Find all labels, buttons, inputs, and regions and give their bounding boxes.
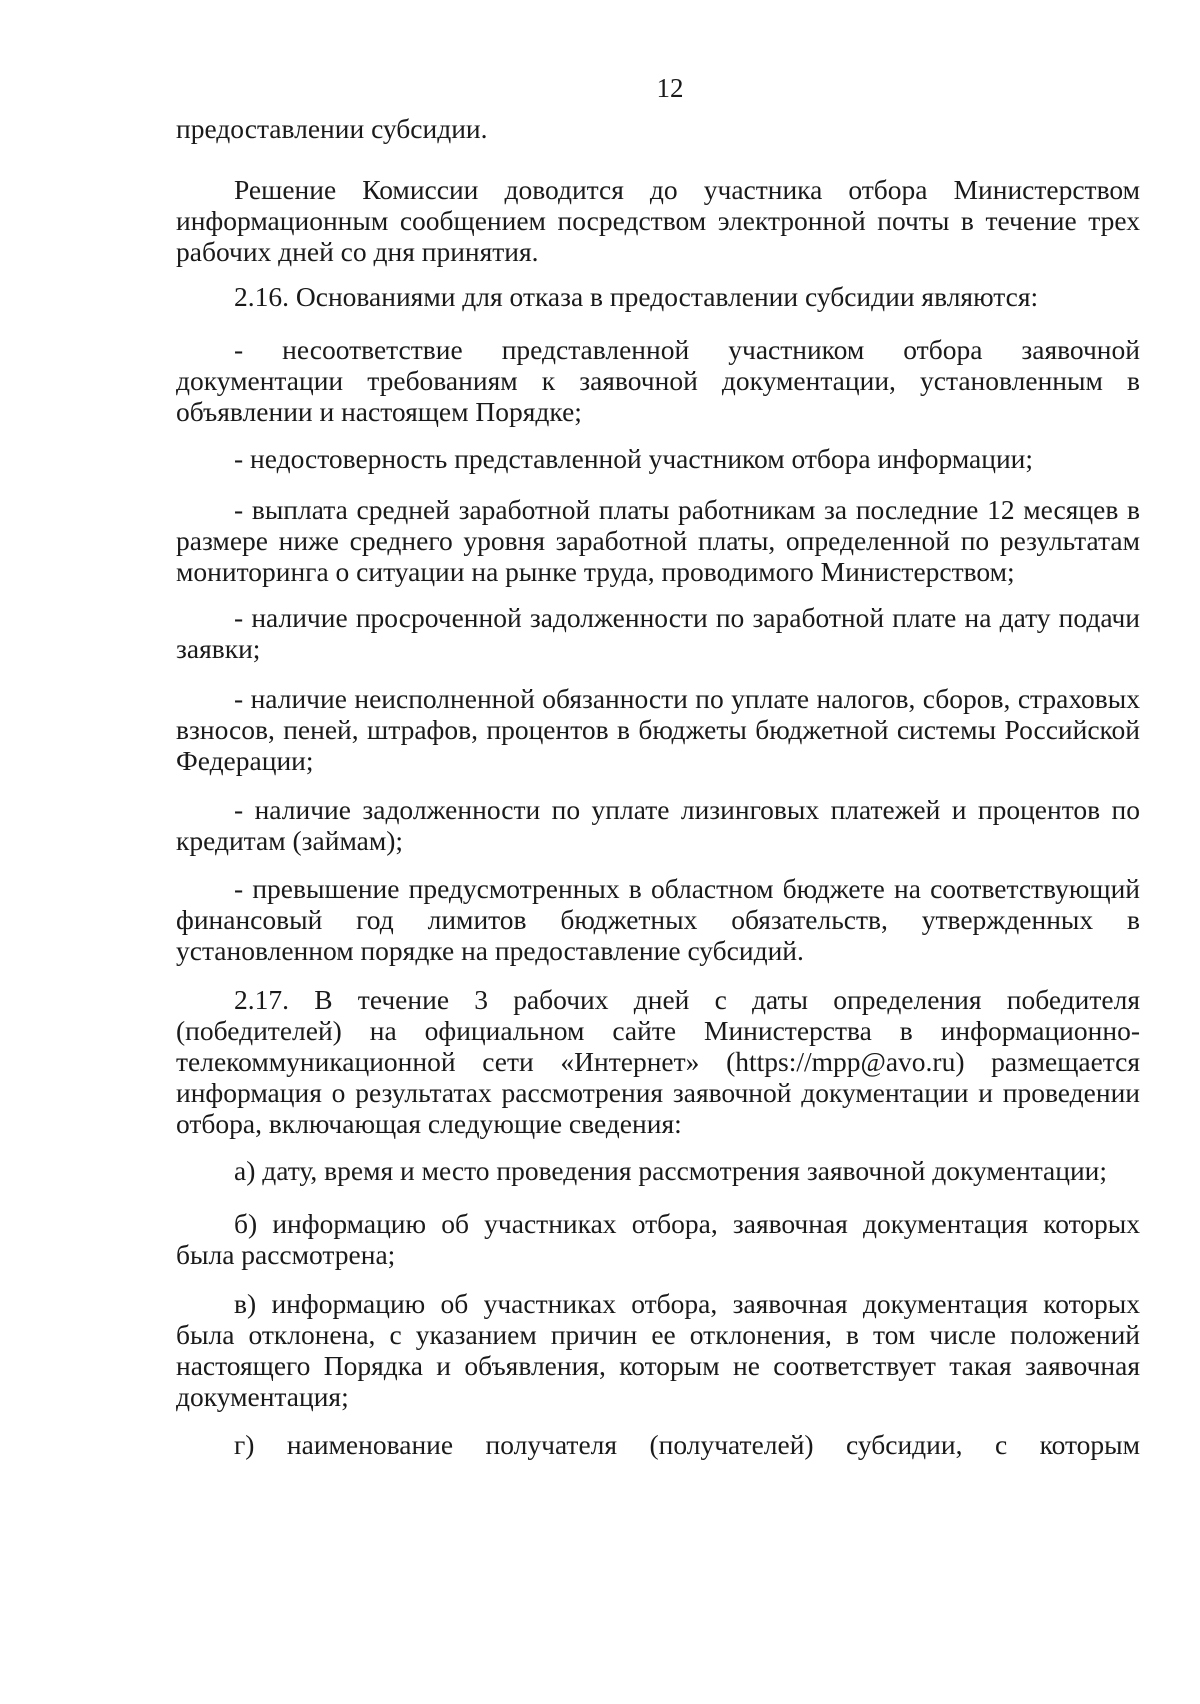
paragraph-continuation: предоставлении субсидии. [176, 113, 488, 144]
list-item-salary: - выплата средней заработной платы работникам за последние 12 месяцев в размере ниже среднего уровня заработной платы, определенной по результатам мониторинга о ситуации на рынке труда, проводимого Министерством; [176, 494, 1140, 587]
paragraph-2-16-heading: 2.16. Основаниями для отказа в предоставлении субсидии являются: [234, 281, 1039, 312]
list-item-overdue-debt: - наличие просроченной задолженности по заработной плате на дату подачи заявки; [176, 602, 1140, 664]
list-item-tax-obligations: - наличие неисполненной обязанности по уплате налогов, сборов, страховых взносов, пеней, штрафов, процентов в бюджеты бюджетной системы Российской Федерации; [176, 683, 1140, 776]
list-item-unreliability: - недостоверность представленной участником отбора информации; [234, 443, 1034, 474]
list-item-budget-limits: - превышение предусмотренных в областном бюджете на соответствующий финансовый год лимитов бюджетных обязательств, утвержденных в установленном порядке на предоставление субсидий. [176, 873, 1140, 966]
list-item-g: г) наименование получателя (получателей) субсидии, с которым [234, 1429, 1140, 1460]
list-item-a: а) дату, время и место проведения рассмотрения заявочной документации; [234, 1155, 1108, 1186]
paragraph-2-17: 2.17. В течение 3 рабочих дней с даты определения победителя (победителей) на официальном сайте Министерства в информационно-телекоммуникационной сети «Интернет» (https://mpp@avo.ru) размещается информация о результатах рассмотрения заявочной документации и проведении отбора, включающая следующие сведения: [176, 984, 1140, 1139]
page-number: 12 [656, 73, 684, 103]
list-item-v: в) информацию об участниках отбора, заявочная документация которых была отклонена, с указанием причин ее отклонения, в том числе положений настоящего Порядка и объявления, которым не соответствует такая заявочная документация; [176, 1288, 1140, 1412]
list-item-nonconformity: - несоответствие представленной участником отбора заявочной документации требованиям к заявочной документации, установленным в объявлении и настоящем Порядке; [176, 334, 1140, 427]
list-item-leasing-debt: - наличие задолженности по уплате лизинговых платежей и процентов по кредитам (займам); [176, 794, 1140, 856]
list-item-b: б) информацию об участниках отбора, заявочная документация которых была рассмотрена; [176, 1208, 1140, 1270]
paragraph-commission-decision: Решение Комиссии доводится до участника отбора Министерством информационным сообщением посредством электронной почты в течение трех рабочих дней со дня принятия. [176, 174, 1140, 267]
